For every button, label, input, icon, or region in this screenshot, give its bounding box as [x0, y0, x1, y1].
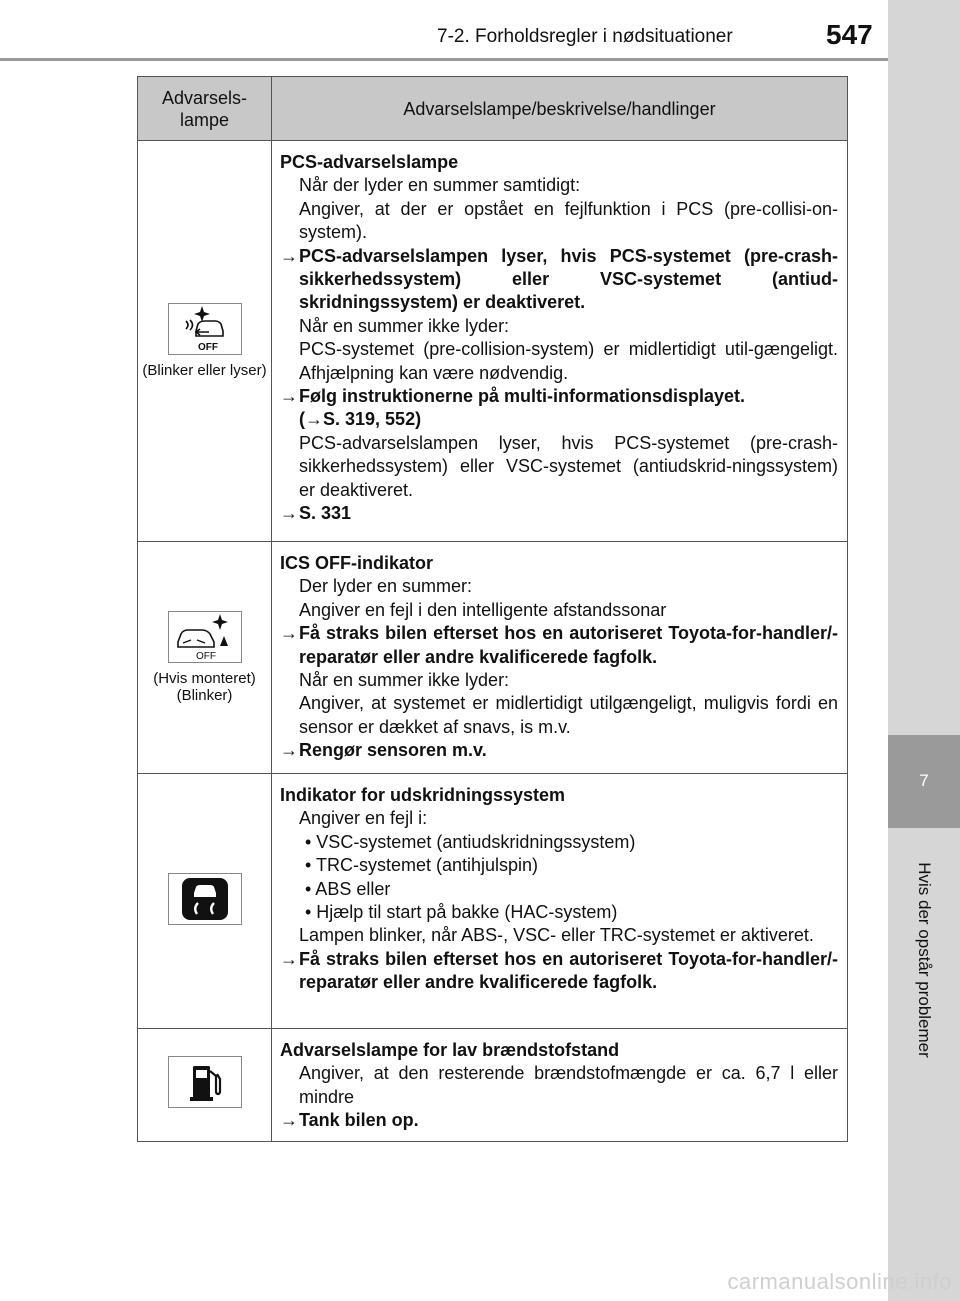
description-cell [272, 774, 848, 1029]
table-row [138, 542, 848, 774]
slip-indicator-icon [168, 873, 242, 925]
arrow-icon: → [280, 623, 298, 644]
page-ref-open: ( [299, 409, 305, 430]
lamp-cell [138, 774, 272, 1029]
column-header-lamp [138, 77, 272, 141]
lamp-cell [138, 1029, 272, 1142]
header-divider [0, 58, 888, 61]
arrow-icon: → [280, 503, 298, 524]
action-item [280, 1109, 838, 1132]
condition-text: Når der lyder en summer samtidigt: [299, 175, 581, 196]
list-item: • TRC-systemet (antihjulspin) [305, 855, 539, 876]
description-cell [272, 542, 848, 774]
description-text: PCS-advarselslampen lyser, hvis PCS-systemet (pre-crash-sikkerhedssystem) eller VSC-systemet (antiudskrid-ningssystem) er deaktiveret. [299, 432, 838, 500]
arrow-icon: → [305, 409, 323, 430]
description-text: Angiver en fejl i den intelligente afstandssonar [299, 599, 667, 620]
condition-text: Angiver en fejl i: [299, 808, 428, 829]
page-number: 547 [826, 19, 873, 50]
action-text: Rengør sensoren m.v. [299, 740, 487, 761]
chapter-side-tab [888, 0, 960, 1301]
action-text [299, 385, 838, 432]
action-text: Få straks bilen efterset hos en autoriseret Toyota-for-handler/-reparatør eller andre kvalificerede fagfolk. [299, 623, 838, 667]
pcs-off-icon [168, 303, 242, 355]
list-item: • Hjælp til start på bakke (HAC-system) [305, 902, 618, 923]
condition-text: Når en summer ikke lyder: [299, 670, 510, 691]
action-item [280, 622, 838, 669]
fuel-pump-icon [168, 1056, 242, 1108]
list-item: • VSC-systemet (antiudskridningssystem) [305, 831, 636, 852]
pcs-off-label: OFF [197, 342, 218, 353]
arrow-icon: → [280, 740, 298, 761]
action-text: Få straks bilen efterset hos en autoriseret Toyota-for-handler/-reparatør eller andre kvalificerede fagfolk. [299, 948, 838, 993]
condition-text: Når en summer ikke lyder: [299, 315, 510, 336]
description-text: Angiver, at systemet er midlertidigt utilgængeligt, muligvis fordi en sensor er dækket af snavs, is m.v. [299, 693, 838, 737]
chapter-number: 7 [919, 771, 929, 790]
action-item [280, 739, 838, 762]
page-ref-link[interactable]: S. 331 [299, 503, 352, 524]
table-row [138, 774, 848, 1029]
description-cell [272, 141, 848, 542]
column-header-lamp-text: Advarsels- lampe [161, 87, 248, 130]
arrow-icon: → [280, 948, 298, 969]
lamp-title: ICS OFF-indikator [280, 553, 433, 573]
lamp-title: PCS-advarselslampe [280, 152, 459, 172]
description-text: Lampen blinker, når ABS-, VSC- eller TRC-systemet er aktiveret. [299, 925, 814, 946]
section-title: 7-2. Forholdsregler i nødsituationer [437, 26, 733, 47]
action-text-main: Følg instruktionerne på multi-informationsdisplayet. [299, 386, 746, 407]
page-ref-link[interactable]: S. 319, 552) [323, 409, 422, 430]
description-text: PCS-systemet (pre-collision-system) er midlertidigt util-gængeligt. Afhjælpning kan være nødvendig. [299, 339, 838, 383]
chapter-number-box [888, 735, 960, 828]
lamp-caption: (Hvis monteret) (Blinker) [153, 670, 256, 704]
action-text: Tank bilen op. [299, 1110, 419, 1131]
lamp-cell [138, 141, 272, 542]
action-item [280, 502, 838, 525]
table-row [138, 1029, 848, 1142]
action-item [280, 948, 838, 995]
ics-off-label: OFF [195, 651, 216, 662]
action-item [280, 385, 838, 432]
lamp-caption: (Blinker eller lyser) [142, 362, 267, 379]
watermark: carmanualsonline.info [727, 1269, 952, 1294]
condition-text: Der lyder en summer: [299, 576, 473, 597]
warning-lamp-table [137, 76, 848, 1142]
arrow-icon: → [280, 245, 298, 266]
description-cell [272, 1029, 848, 1142]
lamp-title: Indikator for udskridningssystem [280, 785, 566, 805]
chapter-title: Hvis der opstår problemer [915, 862, 934, 1058]
lamp-cell [138, 542, 272, 774]
table-header-row [138, 77, 848, 141]
action-item [280, 245, 838, 315]
table-row [138, 141, 848, 542]
description-text: Angiver, at der er opstået en fejlfunktion i PCS (pre-collisi-on-system). [299, 198, 838, 243]
description-text: Angiver, at den resterende brændstofmængde er ca. 6,7 l eller mindre [299, 1063, 838, 1107]
arrow-icon: → [280, 1110, 298, 1131]
arrow-icon: → [280, 386, 298, 407]
ics-off-icon [168, 611, 242, 663]
action-text: PCS-advarselslampen lyser, hvis PCS-systemet (pre-crash-sikkerhedssystem) eller VSC-systemet (antiud-skridningssystem) er deaktiveret. [299, 245, 838, 313]
list-item: • ABS eller [305, 878, 391, 899]
lamp-title: Advarselslampe for lav brændstofstand [280, 1040, 620, 1060]
column-header-description: Advarselslampe/beskrivelse/handlinger [272, 77, 848, 141]
